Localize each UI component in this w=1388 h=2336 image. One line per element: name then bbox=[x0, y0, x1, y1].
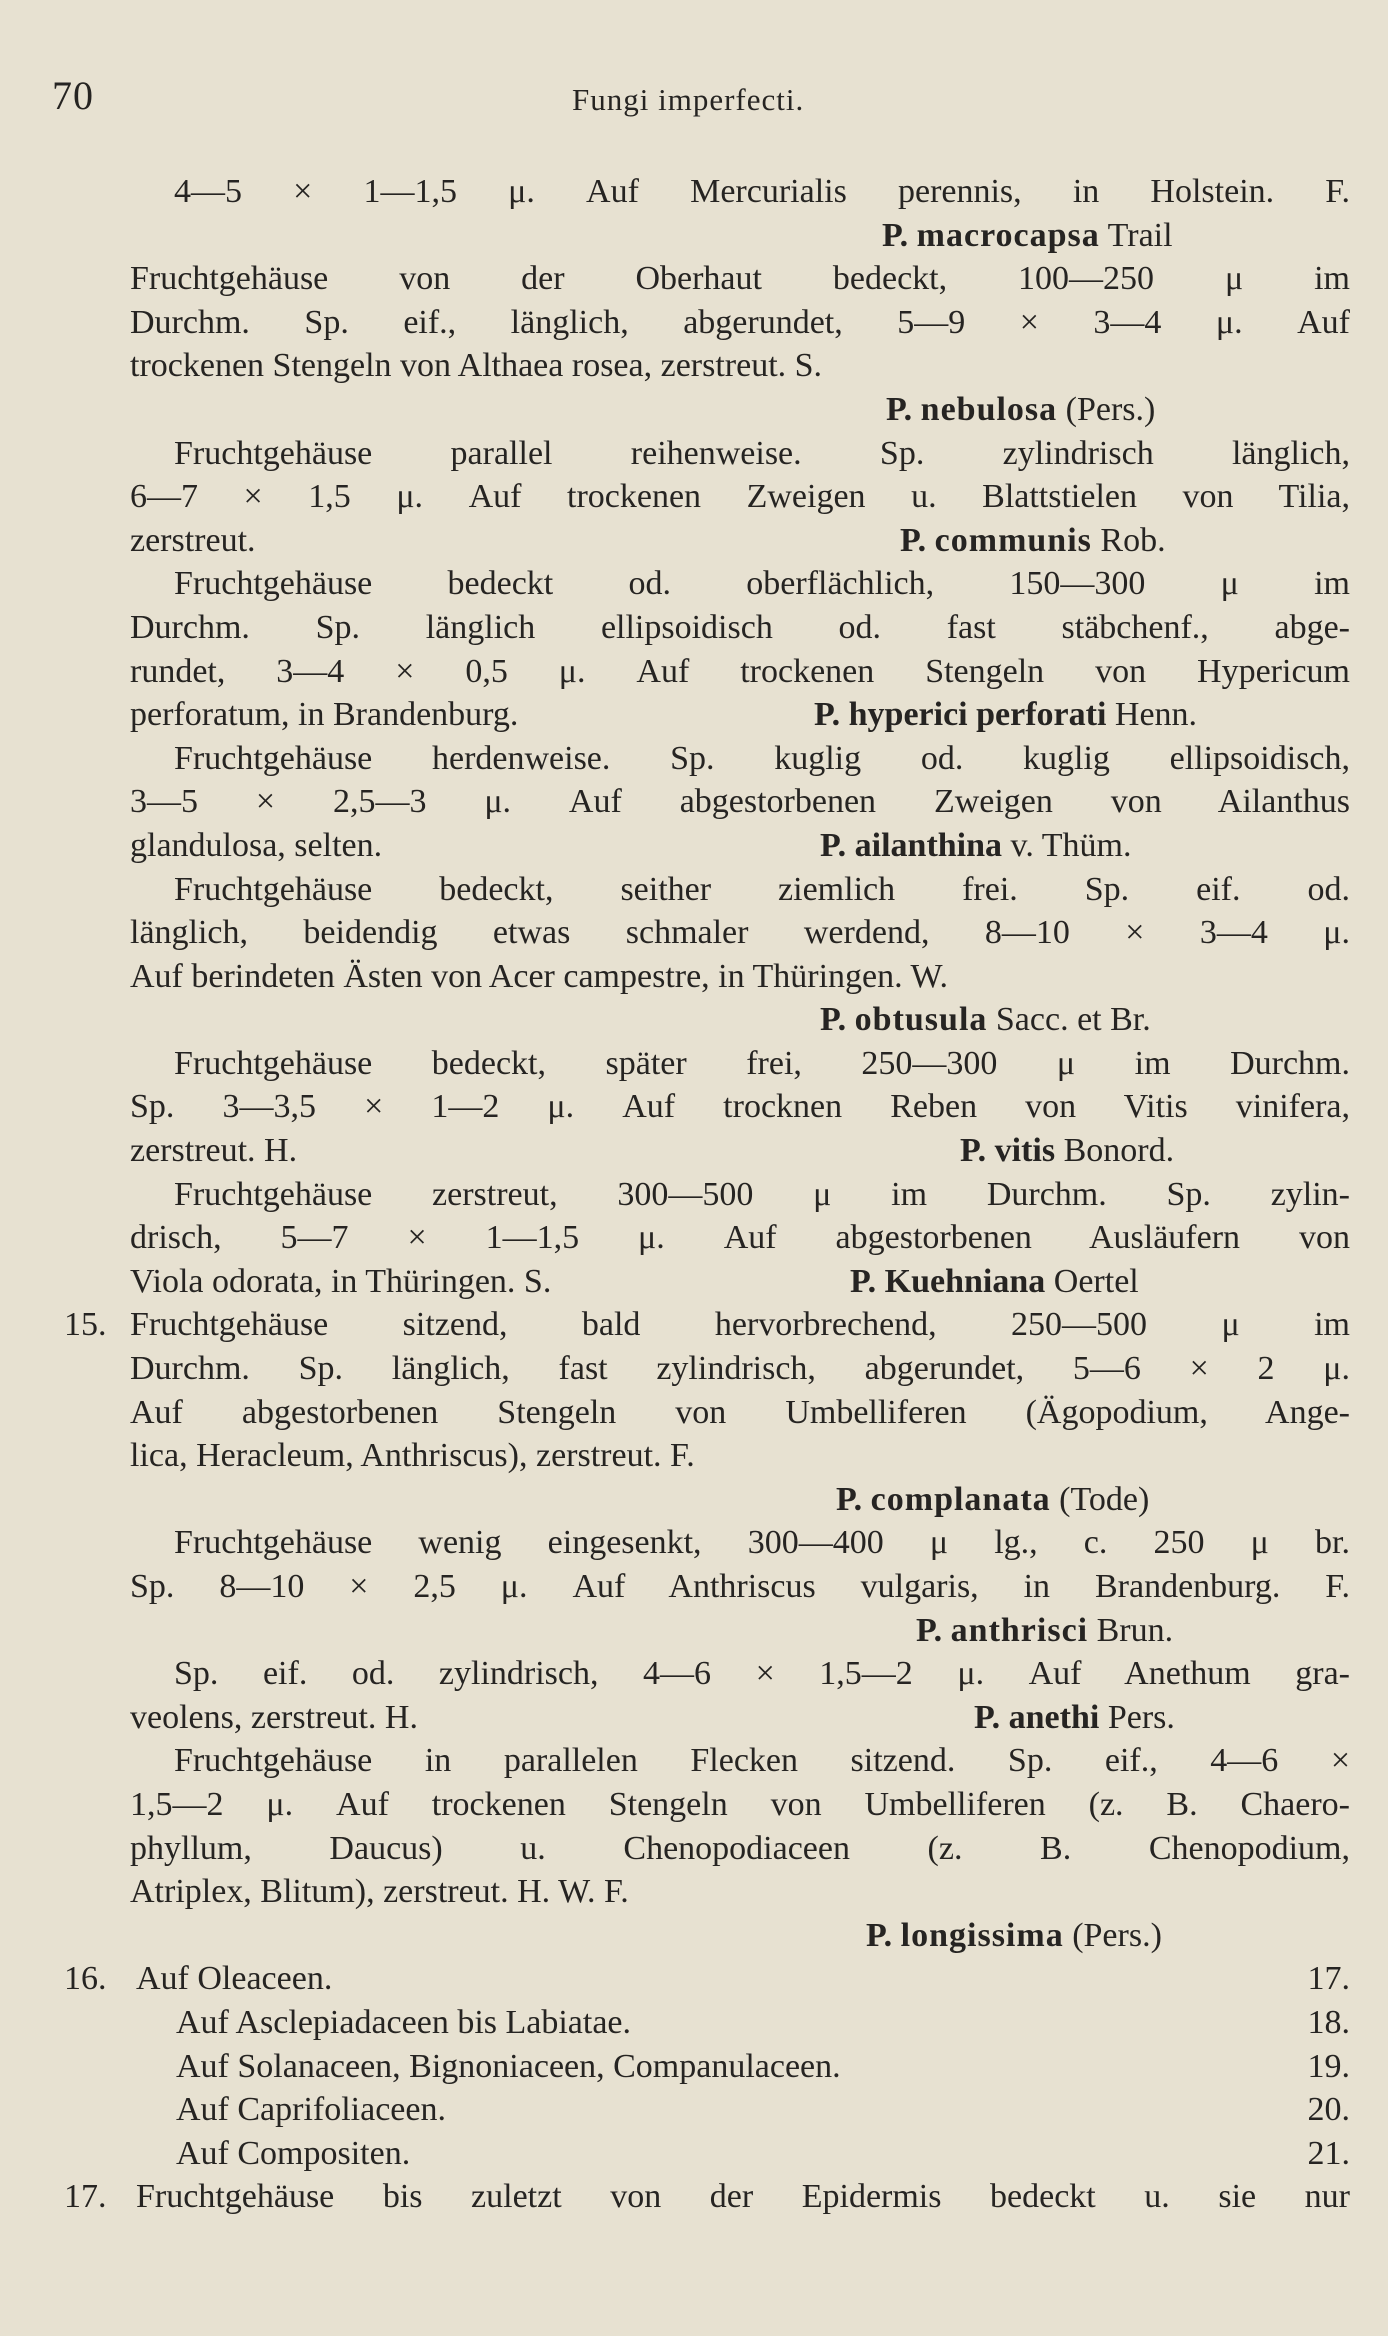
text-line: Sp. 8—10 × 2,5 μ. Auf Anthriscus vulgaris, in Brandenburg. F. bbox=[130, 1568, 1350, 1605]
text-line: trockenen Stengeln von Althaea rosea, zerstreut. S. bbox=[130, 347, 823, 385]
text-line: veolens, zerstreut. H. P. anethi Pers. bbox=[130, 1698, 1175, 1736]
key-number: 17. bbox=[64, 2178, 107, 2216]
text-line: drisch, 5—7 × 1—1,5 μ. Auf abgestorbenen Ausläufern von bbox=[130, 1219, 1350, 1257]
key-number: 16. bbox=[64, 1960, 107, 1998]
key-label: Auf Compositen. bbox=[176, 2134, 411, 2172]
text-line: 6—7 × 1,5 μ. Auf trockenen Zweigen u. Blattstielen von Tilia, bbox=[130, 478, 1350, 516]
text-line: Durchm. Sp. länglich ellipsoidisch od. fast stäbchenf., abge- bbox=[130, 608, 1350, 646]
species-heading: P. anthrisci Brun. bbox=[916, 1611, 1174, 1649]
key-target: 17. bbox=[1307, 1960, 1350, 1998]
text-line: Fruchtgehäuse bedeckt, später frei, 250—300 μ im Durchm. bbox=[174, 1044, 1350, 1082]
text-line: Auf berindeten Ästen von Acer campestre, in Thüringen. W. bbox=[130, 957, 948, 995]
key-line bbox=[60, 2001, 1350, 2045]
key-target: 21. bbox=[1307, 2134, 1350, 2172]
text-line: Fruchtgehäuse bedeckt, seither ziemlich frei. Sp. eif. od. bbox=[174, 870, 1350, 908]
key-label: Auf Oleaceen. bbox=[136, 1960, 333, 1998]
key-line bbox=[60, 2088, 1350, 2132]
text-line: glandulosa, selten. P. ailanthina v. Thüm. bbox=[130, 826, 1132, 864]
text-line: lica, Heracleum, Anthriscus), zerstreut. F. bbox=[130, 1437, 695, 1475]
numbered-line: 15. Fruchtgehäuse sitzend, bald hervorbrechend, 250—500 μ im bbox=[60, 1303, 1350, 1347]
text-line: länglich, beidendig etwas schmaler werdend, 8—10 × 3—4 μ. bbox=[130, 914, 1350, 952]
species-heading: P. obtusula Sacc. et Br. bbox=[820, 1001, 1151, 1039]
key-label: Auf Asclepiadaceen bis Labiatae. bbox=[176, 2003, 632, 2041]
text-line: zerstreut. H. P. vitis Bonord. bbox=[130, 1132, 1175, 1170]
text-line: Fruchtgehäuse parallel reihenweise. Sp. zylindrisch länglich, bbox=[174, 434, 1350, 472]
page-header bbox=[52, 72, 1352, 132]
key-target: 18. bbox=[1307, 2003, 1350, 2041]
key-target: 20. bbox=[1307, 2091, 1350, 2129]
page-number: 70 bbox=[52, 73, 94, 118]
text-line: rundet, 3—4 × 0,5 μ. Auf trockenen Stengeln von Hypericum bbox=[130, 652, 1350, 690]
text-line: Durchm. Sp. eif., länglich, abgerundet, 5—9 × 3—4 μ. Auf bbox=[130, 303, 1350, 341]
text-line: Fruchtgehäuse herdenweise. Sp. kuglig od. kuglig ellipsoidisch, bbox=[174, 739, 1350, 777]
text-line: Sp. 3—3,5 × 1—2 μ. Auf trocknen Reben von Vitis vinifera, bbox=[130, 1088, 1350, 1126]
key-line bbox=[60, 2045, 1350, 2089]
key-number: 15. bbox=[64, 1306, 107, 1344]
text-line: Fruchtgehäuse wenig eingesenkt, 300—400 μ lg., c. 250 μ br. bbox=[174, 1524, 1350, 1562]
text-line: 3—5 × 2,5—3 μ. Auf abgestorbenen Zweigen von Ailanthus bbox=[130, 783, 1350, 821]
key-target: 19. bbox=[1307, 2047, 1350, 2085]
key-label: Auf Solanaceen, Bignoniaceen, Companulaceen. bbox=[176, 2047, 841, 2085]
species-heading: P. macrocapsa Trail bbox=[882, 216, 1173, 254]
key-label: Auf Caprifoliaceen. bbox=[176, 2091, 446, 2129]
text-line: 4—5 × 1—1,5 μ. Auf Mercurialis perennis, in Holstein. F. bbox=[174, 173, 1350, 210]
text-line: zerstreut. P. communis Rob. bbox=[130, 521, 1166, 559]
text-line: Fruchtgehäuse bedeckt od. oberflächlich, 150—300 μ im bbox=[174, 565, 1350, 603]
text-line: Fruchtgehäuse zerstreut, 300—500 μ im Durchm. Sp. zylin- bbox=[174, 1175, 1350, 1213]
text-line: Durchm. Sp. länglich, fast zylindrisch, abgerundet, 5—6 × 2 μ. bbox=[130, 1350, 1350, 1388]
running-title: Fungi imperfecti. bbox=[572, 82, 805, 117]
numbered-line: 17. Fruchtgehäuse bis zuletzt von der Epidermis bedeckt u. sie nur bbox=[60, 2175, 1350, 2219]
text-line: phyllum, Daucus) u. Chenopodiaceen (z. B. Chenopodium, bbox=[130, 1829, 1350, 1867]
text-line: Sp. eif. od. zylindrisch, 4—6 × 1,5—2 μ. Auf Anethum gra- bbox=[174, 1655, 1350, 1693]
text-line: 1,5—2 μ. Auf trockenen Stengeln von Umbelliferen (z. B. Chaero- bbox=[130, 1785, 1350, 1823]
text-line: Fruchtgehäuse von der Oberhaut bedeckt, 100—250 μ im bbox=[130, 260, 1350, 298]
text-line: Auf abgestorbenen Stengeln von Umbelliferen (Ägopodium, Ange- bbox=[130, 1393, 1350, 1431]
species-heading: P. nebulosa (Pers.) bbox=[886, 390, 1156, 428]
text-line: Viola odorata, in Thüringen. S. P. Kuehniana Oertel bbox=[130, 1262, 1139, 1300]
text-line: Atriplex, Blitum), zerstreut. H. W. F. bbox=[130, 1873, 629, 1911]
key-line bbox=[60, 1957, 1350, 2001]
species-heading: P. longissima (Pers.) bbox=[866, 1916, 1162, 1954]
species-heading: P. complanata (Tode) bbox=[836, 1480, 1150, 1518]
page-body bbox=[60, 170, 1350, 2219]
text-line: Fruchtgehäuse in parallelen Flecken sitzend. Sp. eif., 4—6 × bbox=[174, 1742, 1350, 1780]
text-line: perforatum, in Brandenburg. P. hyperici perforati Henn. bbox=[130, 696, 1198, 734]
key-line bbox=[60, 2132, 1350, 2176]
